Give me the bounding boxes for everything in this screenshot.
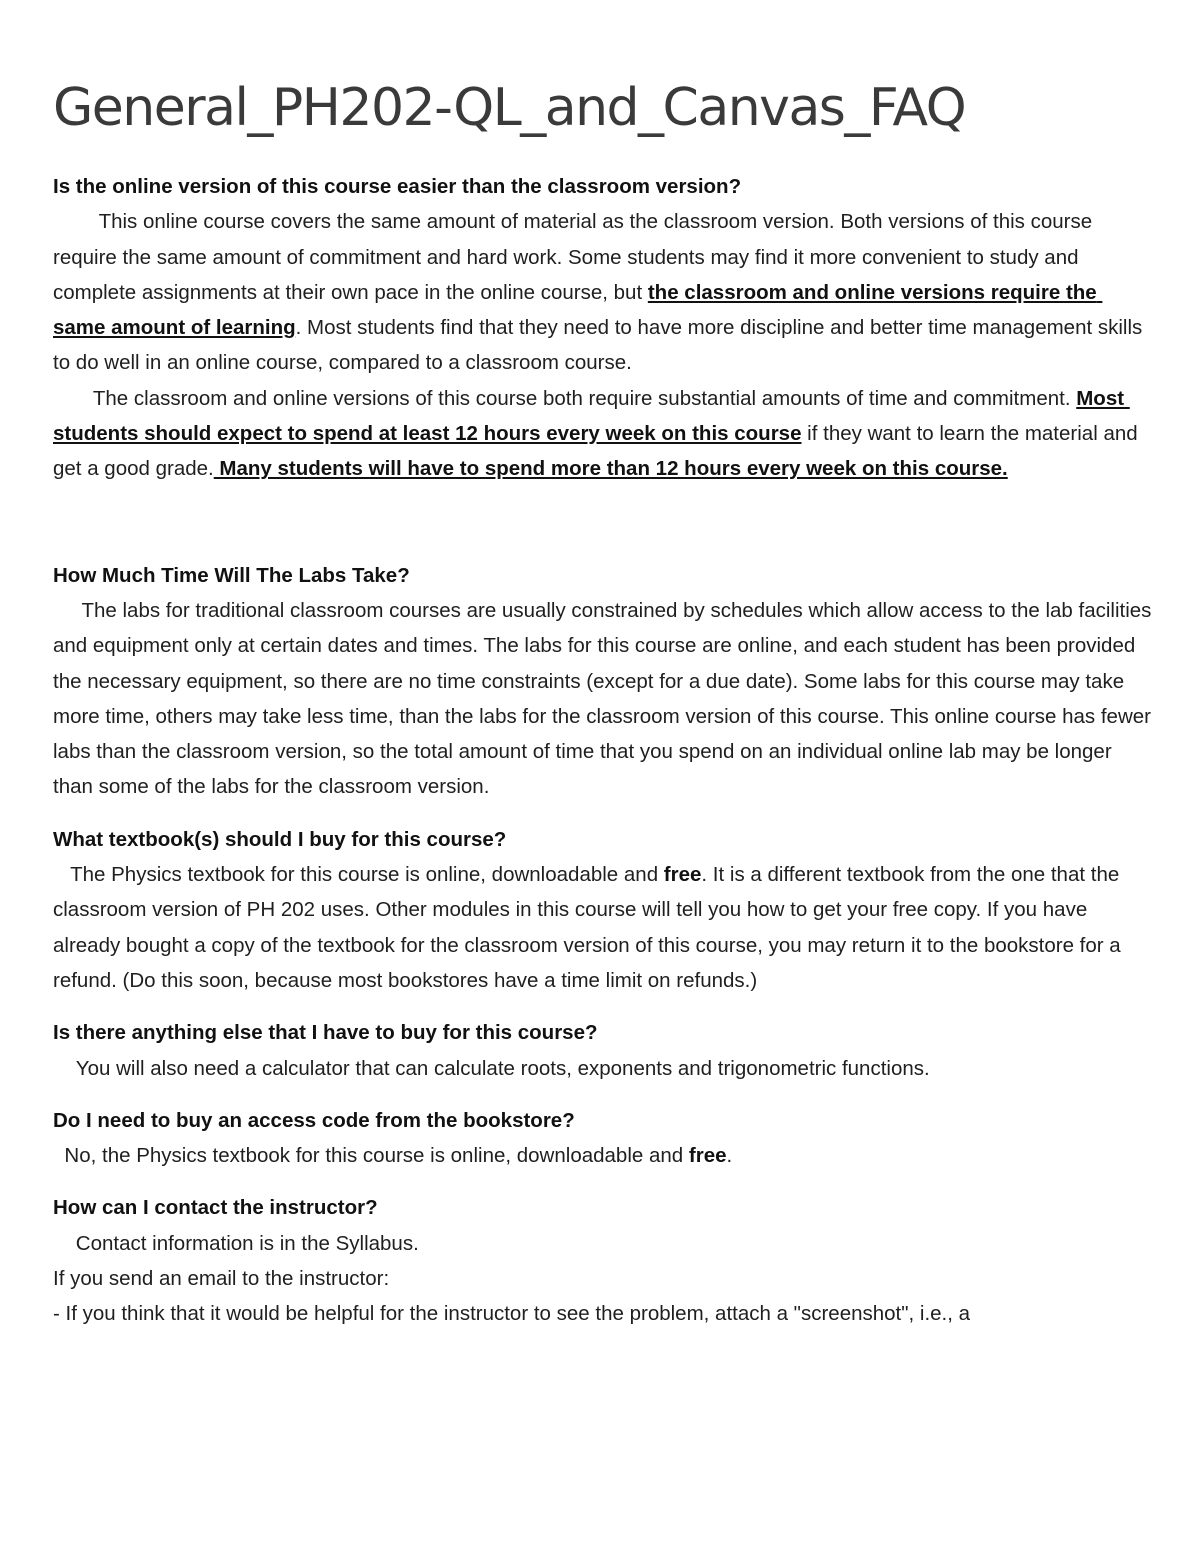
faq-answer-line: - If you think that it would be helpful for the instructor to see the problem, attach a "screenshot", i.e., a bbox=[53, 1302, 971, 1326]
answer-text: . Most students find that they need to have more discipline and better time management skills to do well in an online course, compared to a classroom course. bbox=[53, 316, 1148, 375]
document-title: General_PH202-QL_and_Canvas_FAQ bbox=[53, 78, 966, 138]
spacer bbox=[53, 1173, 1153, 1190]
indent bbox=[53, 1057, 76, 1080]
faq-answer-line: Contact information is in the Syllabus. bbox=[53, 1231, 419, 1255]
answer-text: The Physics textbook for this course is online, downloadable and bbox=[70, 863, 664, 887]
faq-section-access-code bbox=[53, 1103, 1153, 1174]
indent bbox=[53, 599, 81, 622]
emphasis-bold: free bbox=[663, 863, 702, 887]
faq-question: Do I need to buy an access code from the bookstore? bbox=[53, 1108, 575, 1132]
faq-answer-paragraph bbox=[53, 593, 1158, 805]
faq-answer-paragraph bbox=[53, 204, 1153, 380]
indent bbox=[53, 387, 93, 410]
spacer bbox=[53, 805, 1153, 822]
faq-question: What textbook(s) should I buy for this course? bbox=[53, 827, 507, 851]
faq-answer-line: If you send an email to the instructor: bbox=[53, 1267, 390, 1291]
faq-question: How can I contact the instructor? bbox=[53, 1196, 378, 1220]
faq-section-contact bbox=[53, 1190, 1153, 1331]
faq-answer-paragraph bbox=[53, 1138, 1153, 1173]
indent bbox=[53, 1144, 64, 1167]
faq-section-other-purchases bbox=[53, 1015, 1153, 1086]
answer-text: No, the Physics textbook for this course is online, downloadable and bbox=[64, 1144, 689, 1168]
answer-text: You will also need a calculator that can calculate roots, exponents and trigonometric functions. bbox=[75, 1056, 930, 1080]
faq-section-textbook bbox=[53, 822, 1153, 998]
answer-text: . It is a different textbook from the one that the classroom version of PH 202 uses. Other modules in this course will tell you how to get your free copy. If you have already bought a copy of the textbook for the classroom version of this course, you may return it to the bookstore for a refund. (Do this soon, because most bookstores have a time limit on refunds.) bbox=[53, 863, 1127, 992]
faq-question: Is the online version of this course easier than the classroom version? bbox=[53, 175, 742, 198]
indent bbox=[53, 863, 70, 886]
emphasis-underlined: Most students should expect to spend at least 12 hours every week on this course bbox=[53, 386, 1130, 446]
answer-text: . bbox=[726, 1144, 733, 1168]
indent bbox=[53, 210, 99, 233]
faq-question: Is there anything else that I have to buy for this course? bbox=[53, 1021, 598, 1045]
faq-section-online-vs-classroom bbox=[53, 169, 1153, 487]
spacer bbox=[53, 1086, 1153, 1103]
faq-section-lab-time bbox=[53, 558, 1158, 805]
faq-question: How Much Time Will The Labs Take? bbox=[53, 563, 410, 587]
spacer bbox=[53, 998, 1153, 1015]
faq-answer-paragraph bbox=[53, 857, 1153, 998]
faq-content bbox=[53, 169, 1158, 1332]
emphasis-bold: free bbox=[688, 1144, 727, 1168]
emphasis-underlined: the classroom and online versions require the same amount of learning bbox=[53, 280, 1103, 340]
answer-text: This online course covers the same amount of material as the classroom version. Both versions of this course require the same amount of commitment and hard work. Some students may find it more convenient to study and complete assignments at their own pace in the online course, but bbox=[53, 210, 1098, 304]
answer-text: if they want to learn the material and get a good grade. bbox=[53, 422, 1144, 481]
faq-answer-paragraph bbox=[53, 1051, 1153, 1086]
emphasis-underlined: Many students will have to spend more than 12 hours every week on this course. bbox=[213, 457, 1008, 481]
answer-text: The labs for traditional classroom courses are usually constrained by schedules which allow access to the lab facilities and equipment only at certain dates and times. The labs for this course are online, and each student has been provided the necessary equipment, so there are no time constraints (except for a due date). Some labs for this course may take more time, others may take less time, than the labs for the classroom version of this course. This online course has fewer labs than the classroom version, so the total amount of time that you spend on an individual online lab may be longer than some of the labs for the classroom version. bbox=[53, 598, 1158, 799]
spacer bbox=[53, 487, 1153, 558]
answer-text: The classroom and online versions of this course both require substantial amounts of time and commitment. bbox=[92, 386, 1077, 410]
faq-answer-paragraph bbox=[53, 381, 1153, 487]
